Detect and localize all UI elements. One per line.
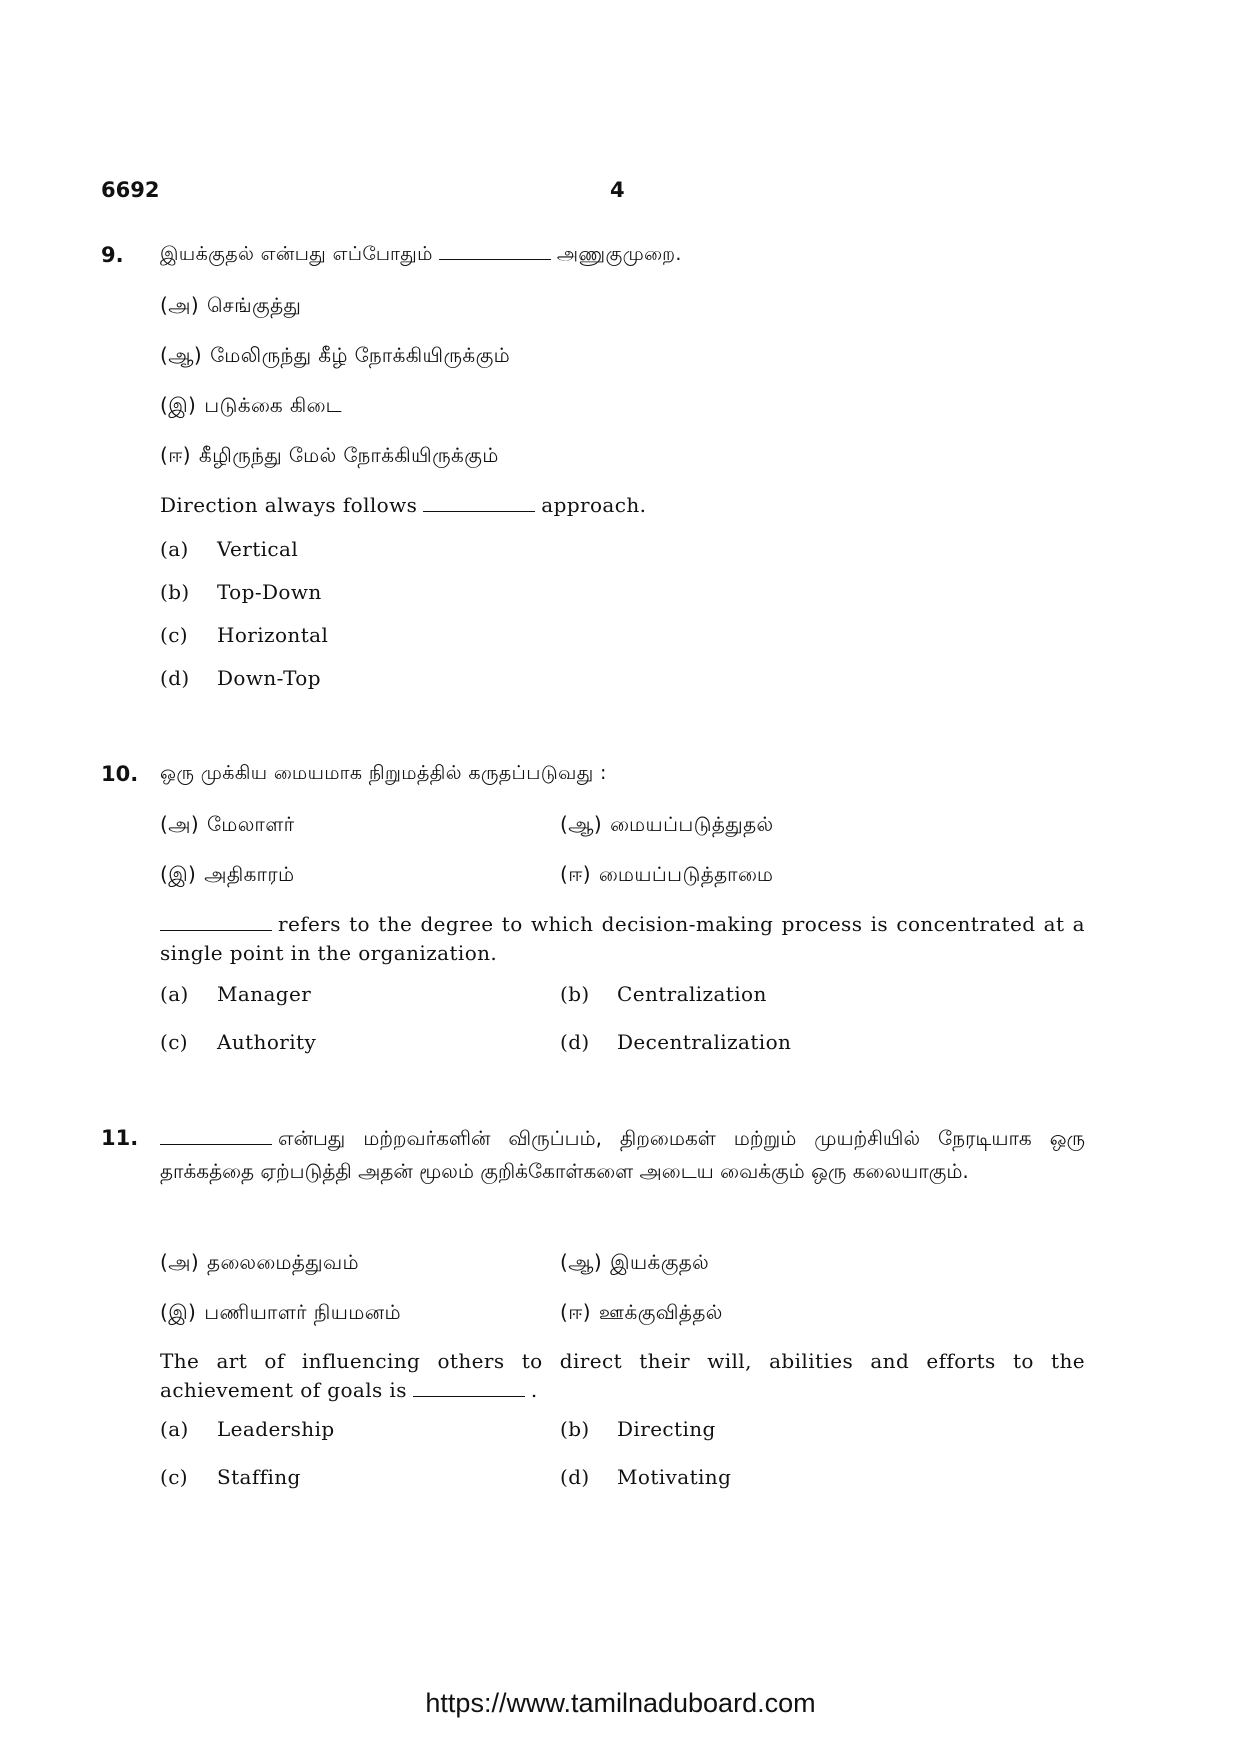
option-label: (ஆ) [560, 1250, 603, 1274]
option-label: (ஈ) [160, 443, 191, 467]
tamil-stem [160, 243, 682, 268]
answer-blank [439, 258, 551, 260]
option-text: படுக்கை கிடை [204, 393, 342, 417]
english-stem [160, 1347, 1085, 1405]
english-option [160, 537, 298, 561]
option-label: (d) [560, 1465, 590, 1489]
option-label: (b) [560, 1417, 590, 1441]
english-option [160, 982, 311, 1006]
option-text: Authority [217, 1030, 317, 1054]
option-label: (ஆ) [160, 343, 203, 367]
option-text: Manager [217, 982, 312, 1006]
option-text: Horizontal [217, 623, 329, 647]
tamil-option [560, 812, 774, 839]
option-text: தலைமைத்துவம் [207, 1250, 360, 1274]
option-text: Down-Top [217, 666, 321, 690]
option-label: (இ) [160, 1300, 197, 1324]
english-option [160, 580, 322, 604]
answer-blank [160, 1143, 272, 1145]
tamil-option [160, 1250, 359, 1277]
tamil-option [160, 393, 342, 420]
stem-text: இயக்குதல் என்பது எப்போதும் [160, 243, 433, 265]
english-stem [160, 493, 646, 517]
answer-blank [413, 1395, 525, 1397]
option-text: Vertical [217, 537, 299, 561]
option-label: (a) [160, 1417, 189, 1441]
option-text: கீழிருந்து மேல் நோக்கியிருக்கும் [198, 443, 499, 467]
tamil-option [160, 293, 301, 320]
option-label: (d) [160, 666, 190, 690]
tamil-option [160, 443, 499, 470]
option-label: (ஈ) [560, 862, 591, 886]
option-label: (d) [560, 1030, 590, 1054]
english-option [560, 982, 767, 1006]
footer-url[interactable]: https://www.tamilnaduboard.com [425, 1688, 816, 1718]
stem-text: அணுகுமுறை. [556, 243, 682, 265]
option-text: Motivating [617, 1465, 732, 1489]
option-label: (b) [160, 580, 190, 604]
option-text: செங்குத்து [207, 293, 302, 317]
english-option [160, 623, 328, 647]
option-label: (அ) [160, 293, 200, 317]
option-label: (c) [160, 1465, 189, 1489]
tamil-option [160, 1300, 401, 1327]
stem-text: . [530, 1378, 538, 1402]
question-number: 10. [101, 762, 139, 786]
english-option [160, 666, 321, 690]
paper-code: 6692 [101, 178, 160, 202]
tamil-option [160, 812, 295, 839]
english-option [160, 1465, 301, 1489]
option-text: Leadership [217, 1417, 335, 1441]
stem-text: Direction always follows [160, 493, 418, 517]
option-label: (b) [560, 982, 590, 1006]
option-label: (அ) [160, 812, 200, 836]
english-option [560, 1030, 791, 1054]
option-label: (அ) [160, 1250, 200, 1274]
option-text: Directing [617, 1417, 716, 1441]
option-text: இயக்குதல் [610, 1250, 710, 1274]
stem-text: The art of influencing others to direct their will, abilities and efforts to the achievement of goals is [160, 1349, 1085, 1402]
option-text: மேலாளர் [207, 812, 295, 836]
stem-text: refers to the degree to which decision-making process is concentrated at a single point in the organization. [160, 912, 1085, 965]
option-label: (c) [160, 1030, 189, 1054]
stem-text: என்பது மற்றவர்களின் விருப்பம், திறமைகள் மற்றும் முயற்சியில் நேரடியாக ஒரு தாக்கத்தை ஏற்படுத்தி அதன் மூலம் குறிக்கோள்களை அடைய வைக்கும் ஒரு கலையாகும். [160, 1126, 1085, 1183]
english-option [560, 1465, 731, 1489]
question-number: 11. [101, 1126, 139, 1150]
english-option [160, 1417, 335, 1441]
answer-blank [160, 929, 272, 931]
option-text: Top-Down [217, 580, 322, 604]
option-text: அதிகாரம் [204, 862, 295, 886]
option-text: Decentralization [617, 1030, 792, 1054]
tamil-stem: ஒரு முக்கிய மையமாக நிறுமத்தில் கருதப்படுவது : [160, 762, 607, 784]
option-label: (இ) [160, 862, 197, 886]
tamil-option [560, 1300, 723, 1327]
tamil-option [160, 343, 510, 370]
option-text: பணியாளர் நியமனம் [204, 1300, 402, 1324]
option-text: Staffing [217, 1465, 301, 1489]
tamil-stem [160, 1122, 1085, 1188]
answer-blank [423, 510, 535, 512]
option-text: மையப்படுத்தாமை [598, 862, 774, 886]
tamil-option [560, 862, 773, 889]
option-text: ஊக்குவித்தல் [598, 1300, 723, 1324]
option-label: (a) [160, 982, 189, 1006]
english-option [160, 1030, 316, 1054]
option-text: மேலிருந்து கீழ் நோக்கியிருக்கும் [210, 343, 511, 367]
english-option [560, 1417, 716, 1441]
tamil-option [160, 862, 295, 889]
option-label: (ஆ) [560, 812, 603, 836]
option-label: (a) [160, 537, 189, 561]
option-label: (இ) [160, 393, 197, 417]
question-number: 9. [101, 243, 124, 267]
english-stem [160, 910, 1085, 968]
option-text: Centralization [617, 982, 767, 1006]
stem-text: approach. [541, 493, 647, 517]
option-label: (c) [160, 623, 189, 647]
tamil-option [560, 1250, 709, 1277]
option-text: மையப்படுத்துதல் [610, 812, 774, 836]
option-label: (ஈ) [560, 1300, 591, 1324]
page-number: 4 [610, 178, 625, 202]
